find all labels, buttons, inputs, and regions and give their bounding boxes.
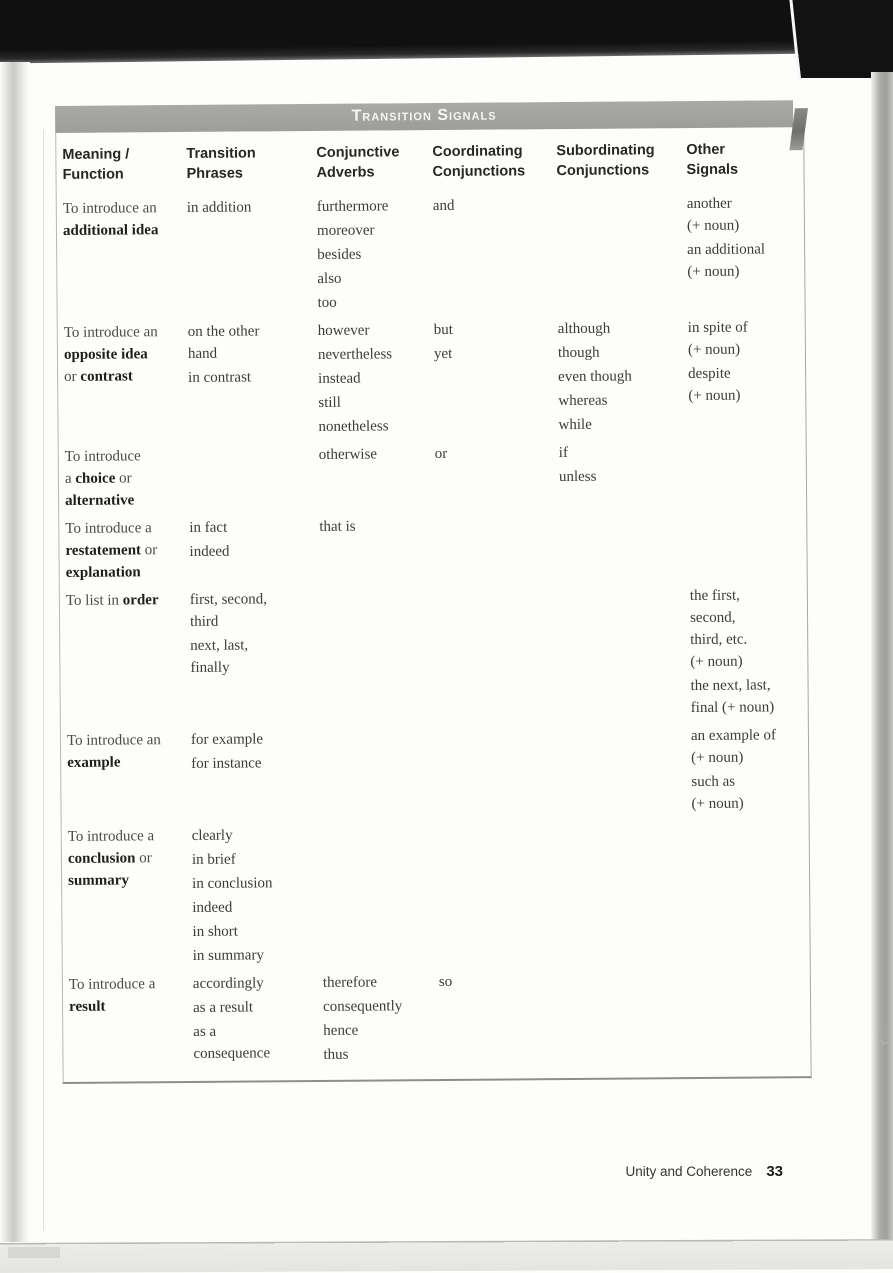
other-line: despite — [688, 365, 731, 383]
other-cell — [689, 512, 802, 579]
coordinating-entry — [434, 342, 548, 365]
table-row — [69, 968, 811, 1068]
table-row — [68, 820, 810, 968]
meaning-line — [63, 219, 177, 242]
coordinating-entry — [439, 970, 553, 993]
other-line: such as — [691, 773, 736, 791]
transition-cell — [188, 320, 319, 439]
meaning-cell — [68, 825, 193, 968]
coordinating-line: yet — [433, 345, 453, 363]
meaning-line — [67, 729, 181, 752]
conjunctive-line: consequently — [323, 998, 403, 1015]
transition-line: finally — [190, 659, 230, 676]
page-right-edge-shadow — [871, 72, 893, 1264]
transition-line: accordingly — [192, 975, 264, 992]
meaning-text: To introduce a — [67, 828, 155, 845]
column-header-0 — [62, 144, 186, 185]
coordinating-cell — [438, 822, 563, 965]
column-header-line: Subordinating — [556, 142, 655, 160]
transition-line: in short — [192, 923, 238, 940]
column-header-3 — [432, 141, 556, 182]
transition-entry — [191, 752, 311, 775]
transition-line: for instance — [191, 755, 262, 772]
column-header-line: Meaning / — [62, 146, 130, 163]
conjunctive-entry — [317, 291, 423, 314]
transition-line: in addition — [186, 199, 252, 216]
subordinating-entry — [558, 341, 678, 364]
page-curl-mark — [878, 1026, 892, 1044]
meaning-line — [65, 517, 179, 540]
meaning-cell — [63, 197, 188, 316]
column-header-line: Coordinating — [432, 143, 523, 161]
transition-line: in conclusion — [192, 875, 273, 892]
conjunctive-line: moreover — [316, 222, 375, 239]
transition-entry — [191, 728, 311, 751]
table-row — [65, 512, 806, 584]
transition-line: in brief — [191, 851, 236, 868]
meaning-line — [65, 539, 179, 562]
other-line: the next, last, — [690, 677, 771, 695]
transition-entry — [189, 540, 309, 563]
meaning-line — [67, 751, 181, 774]
column-header-line: Phrases — [186, 165, 244, 182]
other-line: second, — [689, 609, 736, 627]
transition-entry — [190, 588, 310, 633]
subordinating-line: though — [557, 344, 600, 362]
other-entry — [688, 362, 790, 407]
column-header-4 — [556, 140, 686, 181]
meaning-keyword: contrast — [80, 368, 133, 385]
conjunctive-cell — [319, 443, 436, 510]
subordinating-entry — [559, 465, 679, 488]
meaning-line — [68, 825, 182, 848]
transition-cell — [191, 728, 322, 819]
transition-entry — [190, 634, 310, 679]
conjunctive-entry — [318, 343, 424, 366]
other-line: an additional — [687, 241, 766, 259]
meaning-line — [64, 321, 178, 344]
meaning-text: To introduce a — [65, 520, 152, 537]
conjunctive-cell — [320, 587, 437, 722]
conjunctive-line: too — [317, 294, 337, 311]
conjunctive-entry — [323, 1019, 429, 1042]
transition-entry — [192, 896, 312, 919]
transition-entry — [189, 516, 309, 539]
transition-cell — [189, 444, 320, 511]
conjunctive-line: otherwise — [318, 446, 378, 463]
conjunctive-entry — [318, 415, 424, 438]
table-row — [65, 440, 806, 512]
transition-entry — [192, 824, 312, 847]
coordinating-line: so — [438, 973, 453, 991]
transition-entry — [193, 996, 313, 1019]
page-gutter-line — [43, 130, 44, 1230]
subordinating-cell — [559, 441, 690, 508]
conjunctive-line: still — [318, 394, 341, 411]
transition-line: in fact — [189, 519, 228, 536]
transition-cell — [190, 588, 321, 723]
meaning-line — [66, 561, 180, 584]
conjunctive-line: nevertheless — [317, 346, 393, 363]
transition-entry — [188, 320, 308, 365]
meaning-keyword: choice — [75, 470, 116, 487]
other-cell — [693, 968, 806, 1063]
coordinating-cell — [434, 318, 559, 437]
conjunctive-line: thus — [323, 1046, 349, 1063]
subordinating-cell — [558, 317, 689, 436]
conjunctive-cell — [318, 319, 435, 438]
transition-signals-table — [55, 100, 811, 1084]
subordinating-entry — [558, 317, 678, 340]
transition-line: in summary — [192, 947, 264, 964]
other-entry — [690, 674, 792, 719]
footer-page-number: 33 — [766, 1163, 783, 1180]
conjunctive-entry — [323, 971, 429, 994]
meaning-cell — [65, 517, 190, 584]
transition-line: indeed — [192, 899, 233, 916]
coordinating-cell — [433, 194, 558, 313]
table-row — [66, 584, 808, 724]
other-cell — [688, 316, 801, 435]
subordinating-cell — [560, 585, 691, 720]
conjunctive-line: also — [317, 270, 342, 287]
other-entry — [691, 724, 793, 769]
page-bottom-edge-band — [0, 1239, 893, 1273]
other-line: (+ noun) — [688, 387, 741, 405]
other-cell — [692, 820, 805, 963]
meaning-cell — [64, 321, 189, 440]
column-header-line: Conjunctive — [316, 144, 400, 161]
meaning-text: To introduce a — [68, 976, 156, 993]
subordinating-cell — [559, 513, 690, 580]
conjunctive-line: besides — [317, 246, 362, 263]
column-header-5 — [686, 139, 798, 180]
other-cell — [689, 440, 802, 507]
transition-cell — [189, 516, 320, 583]
subordinating-line: although — [557, 320, 611, 338]
subordinating-line: while — [558, 416, 592, 434]
conjunctive-entry — [323, 1043, 429, 1066]
coordinating-cell — [436, 586, 561, 721]
other-cell — [687, 192, 800, 311]
page-footer — [480, 1163, 783, 1181]
meaning-keyword: order — [122, 592, 159, 609]
scanner-top-black-band — [0, 0, 893, 64]
meaning-text: or — [140, 542, 158, 559]
subordinating-entry — [558, 365, 678, 388]
coordinating-entry — [434, 318, 548, 341]
meaning-line — [69, 995, 183, 1018]
column-header-line: Signals — [686, 161, 739, 179]
page-left-edge-shadow — [0, 62, 30, 1242]
conjunctive-line: nonetheless — [318, 418, 389, 435]
conjunctive-line: instead — [318, 370, 361, 387]
transition-line: consequence — [193, 1045, 271, 1062]
transition-line: hand — [187, 345, 218, 362]
transition-line: first, second, — [189, 591, 268, 608]
conjunctive-line: therefore — [322, 974, 378, 991]
conjunctive-cell — [321, 727, 438, 818]
subordinating-line: whereas — [558, 392, 608, 410]
transition-line: in contrast — [188, 369, 252, 386]
other-entry — [687, 238, 789, 283]
coordinating-cell — [435, 514, 560, 581]
transition-entry — [192, 920, 312, 943]
column-header-line: Conjunctions — [432, 163, 526, 181]
other-entry — [688, 316, 790, 361]
subordinating-cell — [561, 725, 692, 816]
meaning-line — [64, 365, 178, 388]
conjunctive-cell — [322, 823, 439, 966]
meaning-line — [68, 847, 182, 870]
column-header-line: Transition — [186, 145, 256, 162]
meaning-keyword: alternative — [65, 492, 135, 509]
table-rows — [63, 192, 811, 1068]
other-cell — [691, 724, 804, 815]
meaning-keyword: summary — [68, 872, 129, 889]
other-line: (+ noun) — [691, 795, 744, 813]
conjunctive-cell — [317, 195, 434, 314]
other-line: an example of — [690, 727, 776, 745]
coordinating-cell — [437, 726, 562, 817]
transition-entry — [193, 972, 313, 995]
meaning-keyword: example — [67, 754, 121, 771]
conjunctive-entry — [323, 995, 429, 1018]
column-header-line: Other — [686, 141, 726, 159]
meaning-line — [63, 197, 177, 220]
meaning-line — [69, 973, 183, 996]
conjunctive-cell — [323, 971, 440, 1066]
other-entry — [687, 192, 789, 237]
conjunctive-line: that is — [319, 518, 356, 535]
column-header-line: Adverbs — [316, 164, 375, 181]
conjunctive-entry — [318, 391, 424, 414]
column-header-2 — [316, 142, 432, 183]
other-line: (+ noun) — [686, 217, 740, 235]
meaning-text: To introduce an — [62, 200, 157, 217]
conjunctive-entry — [317, 243, 423, 266]
coordinating-cell — [439, 970, 564, 1065]
conjunctive-entry — [318, 367, 424, 390]
subordinating-cell — [557, 193, 688, 312]
transition-line: clearly — [191, 827, 233, 844]
other-line: the first, — [689, 587, 740, 605]
table-row — [64, 316, 806, 440]
other-line: another — [686, 195, 732, 213]
other-line: in spite of — [687, 319, 748, 337]
coordinating-line: or — [434, 445, 448, 463]
transition-entry — [193, 1020, 313, 1065]
subordinating-line: even though — [558, 368, 632, 386]
meaning-keyword: conclusion — [67, 850, 136, 867]
meaning-text: To list in — [65, 592, 123, 609]
conjunctive-line: however — [317, 322, 370, 339]
meaning-cell — [67, 729, 192, 820]
table-header-row — [62, 139, 803, 185]
subordinating-line: if — [558, 444, 568, 462]
table-title: Transition Signals — [351, 106, 497, 125]
column-header-line: Conjunctions — [556, 162, 650, 180]
meaning-text: or — [135, 850, 152, 867]
other-entry — [690, 584, 793, 673]
column-header-1 — [186, 143, 316, 184]
meaning-cell — [66, 589, 191, 724]
other-line: third, etc. — [690, 631, 748, 649]
transition-cell — [193, 972, 324, 1067]
conjunctive-entry — [317, 219, 423, 242]
coordinating-entry — [433, 194, 547, 217]
subordinating-entry — [559, 441, 679, 464]
meaning-line — [68, 869, 182, 892]
band-shadow-notch — [789, 108, 808, 150]
transition-line: indeed — [189, 543, 230, 560]
coordinating-entry — [435, 442, 549, 465]
conjunctive-entry — [317, 267, 423, 290]
table-row — [67, 724, 809, 820]
transition-entry — [192, 848, 312, 871]
meaning-text: or — [64, 368, 81, 385]
meaning-keyword: restatement — [65, 542, 142, 559]
meaning-cell — [65, 445, 190, 512]
meaning-keyword: result — [69, 998, 106, 1015]
transition-line: as a — [193, 1023, 217, 1040]
conjunctive-entry — [319, 443, 425, 466]
transition-line: third — [189, 613, 219, 630]
meaning-text: To introduce — [64, 448, 141, 465]
transition-cell — [187, 196, 318, 315]
transition-entry — [192, 872, 312, 895]
conjunctive-entry — [318, 319, 424, 342]
conjunctive-entry — [317, 195, 423, 218]
other-line: (+ noun) — [687, 263, 740, 281]
coordinating-line: but — [433, 321, 454, 339]
scan-smudge — [8, 1247, 60, 1258]
other-cell — [690, 584, 803, 719]
transition-line: as a result — [193, 999, 254, 1016]
other-line: final (+ noun) — [690, 699, 775, 717]
meaning-keyword: additional idea — [62, 222, 159, 239]
coordinating-line: and — [432, 197, 455, 215]
meaning-line — [65, 467, 179, 490]
conjunctive-entry — [319, 515, 425, 538]
meaning-keyword: opposite idea — [63, 346, 148, 363]
subordinating-cell — [563, 969, 694, 1064]
transition-entry — [188, 366, 308, 389]
meaning-text: To introduce an — [66, 732, 161, 749]
transition-entry — [187, 196, 307, 219]
table-body — [55, 127, 811, 1084]
meaning-text: To introduce an — [63, 324, 158, 341]
transition-cell — [192, 824, 323, 967]
other-line: (+ noun) — [690, 653, 743, 671]
subordinating-line: unless — [558, 468, 597, 486]
meaning-line — [64, 343, 178, 366]
other-line: (+ noun) — [691, 749, 744, 767]
subordinating-entry — [558, 413, 678, 436]
meaning-cell — [69, 973, 194, 1068]
meaning-text: or — [115, 470, 132, 487]
conjunctive-cell — [319, 515, 436, 582]
transition-line: next, last, — [190, 637, 249, 654]
transition-line: on the other — [187, 323, 260, 340]
transition-line: for example — [190, 731, 264, 748]
meaning-line — [66, 589, 180, 612]
meaning-line — [65, 489, 179, 512]
meaning-line — [65, 445, 179, 468]
coordinating-cell — [435, 442, 560, 509]
subordinating-cell — [562, 821, 693, 964]
other-entry — [691, 770, 793, 815]
conjunctive-line: hence — [323, 1022, 359, 1039]
conjunctive-line: furthermore — [316, 198, 389, 215]
table-row — [63, 192, 805, 316]
transition-entry — [193, 944, 313, 967]
meaning-keyword: explanation — [65, 564, 141, 581]
meaning-text: a — [64, 470, 76, 487]
column-header-line: Function — [62, 166, 124, 183]
other-line: (+ noun) — [687, 341, 741, 359]
footer-section-title: Unity and Coherence — [625, 1164, 753, 1179]
subordinating-entry — [558, 389, 678, 412]
